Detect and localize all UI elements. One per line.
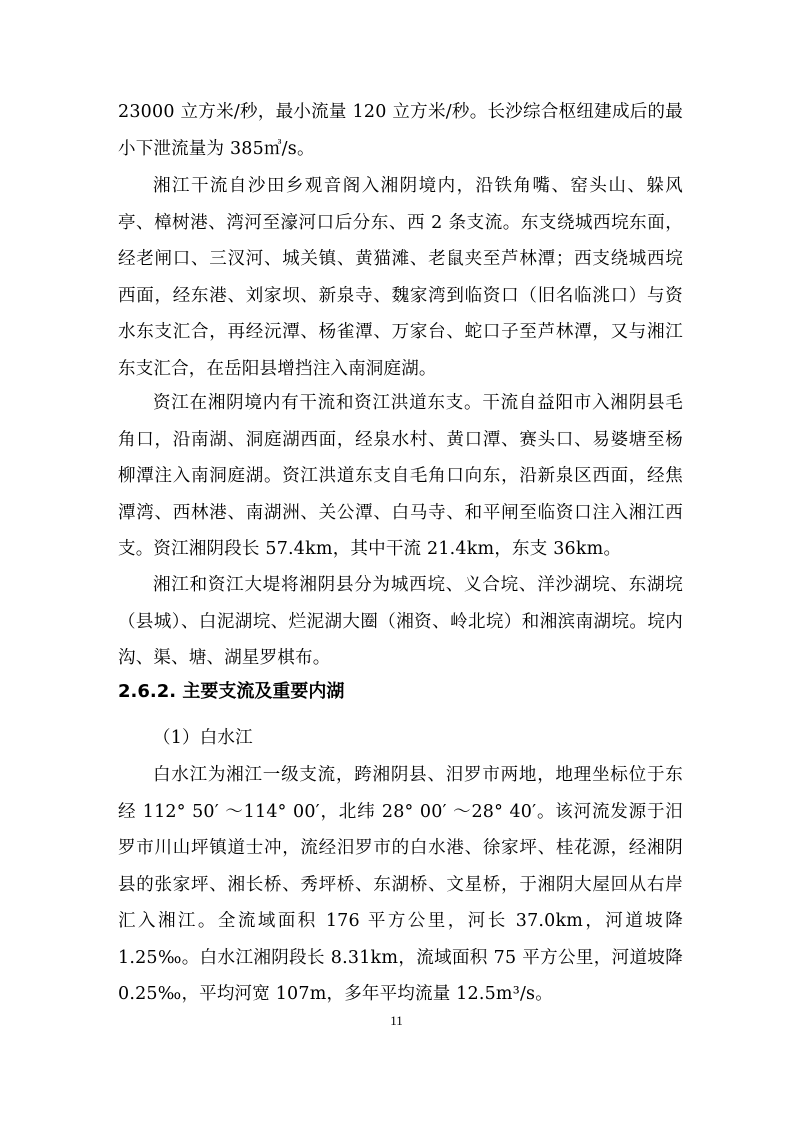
page-number: 11 (390, 1013, 403, 1028)
subsection-heading (153, 720, 718, 757)
body-paragraph-xiang-river (118, 168, 683, 387)
body-paragraph-zi-river (118, 385, 683, 568)
paragraph-text: 湘江干流自沙田乡观音阁入湘阴境内，沿铁角嘴、窑头山、躲风亭、樟树港、湾河至濠河口后分东、西 2 条支流。东支绕城西垸东面，经老闸口、三汊河、城关镇、黄猫滩、老鼠夹至芦林潭；西支绕城西垸西面，经东港、刘家坝、新泉寺、魏家湾到临资口（旧名临洮口）与资水东支汇合，再经沅潭、杨雀潭、万家台、蛇口子至芦林潭，又与湘江东支汇合，在岳阳县增挡注入南洞庭湖。 (118, 176, 683, 379)
paragraph-text: 湘江和资江大堤将湘阴县分为城西垸、义合垸、洋沙湖垸、东湖垸（县城）、白泥湖垸、烂泥湖大圈（湘资、岭北垸）和湘滨南湖垸。垸内沟、渠、塘、湖星罗棋布。 (118, 575, 683, 668)
body-paragraph-flow-rates (118, 94, 683, 167)
paragraph-text: 23000 立方米/秒，最小流量 120 立方米/秒。长沙综合枢纽建成后的最小下泄流量为 385㎥/s。 (118, 102, 683, 159)
subsection-title: （1）白水江 (153, 728, 253, 748)
body-paragraph-baishui-river (118, 757, 683, 1013)
body-paragraph-polders (118, 567, 683, 677)
paragraph-text: 资江在湘阴境内有干流和资江洪道东支。干流自益阳市入湘阴县毛角口，沿南湖、洞庭湖西面，经泉水村、黄口潭、赛头口、易婆塘至杨柳潭注入南洞庭湖。资江洪道东支自毛角口向东，沿新泉区西面，经焦潭湾、西林港、南湖洲、关公潭、白马寺、和平闸至临资口注入湘江西支。资江湘阴段长 57.4km，其中干流 21.4km，东支 36km。 (118, 393, 683, 559)
paragraph-text: 白水江为湘江一级支流，跨湘阴县、汨罗市两地，地理坐标位于东经 112° 50′ ～114° 00′，北纬 28° 00′ ～28° 40′。该河流发源于汨罗市川山坪镇道士冲，流经汨罗市的白水港、徐家坪、桂花源，经湘阴县的张家坪、湘长桥、秀坪桥、东湖桥、文星桥，于湘阴大屋回从右岸汇入湘江。全流域面积 176 平方公里，河长 37.0km，河道坡降 1.25‰。白水江湘阴段长 8.31km，流域面积 75 平方公里，河道坡降 0.25‰，平均河宽 107m，多年平均流量 12.5m³/s。 (118, 765, 683, 1004)
section-heading: 2.6.2. 主要支流及重要内湖 (118, 681, 345, 702)
